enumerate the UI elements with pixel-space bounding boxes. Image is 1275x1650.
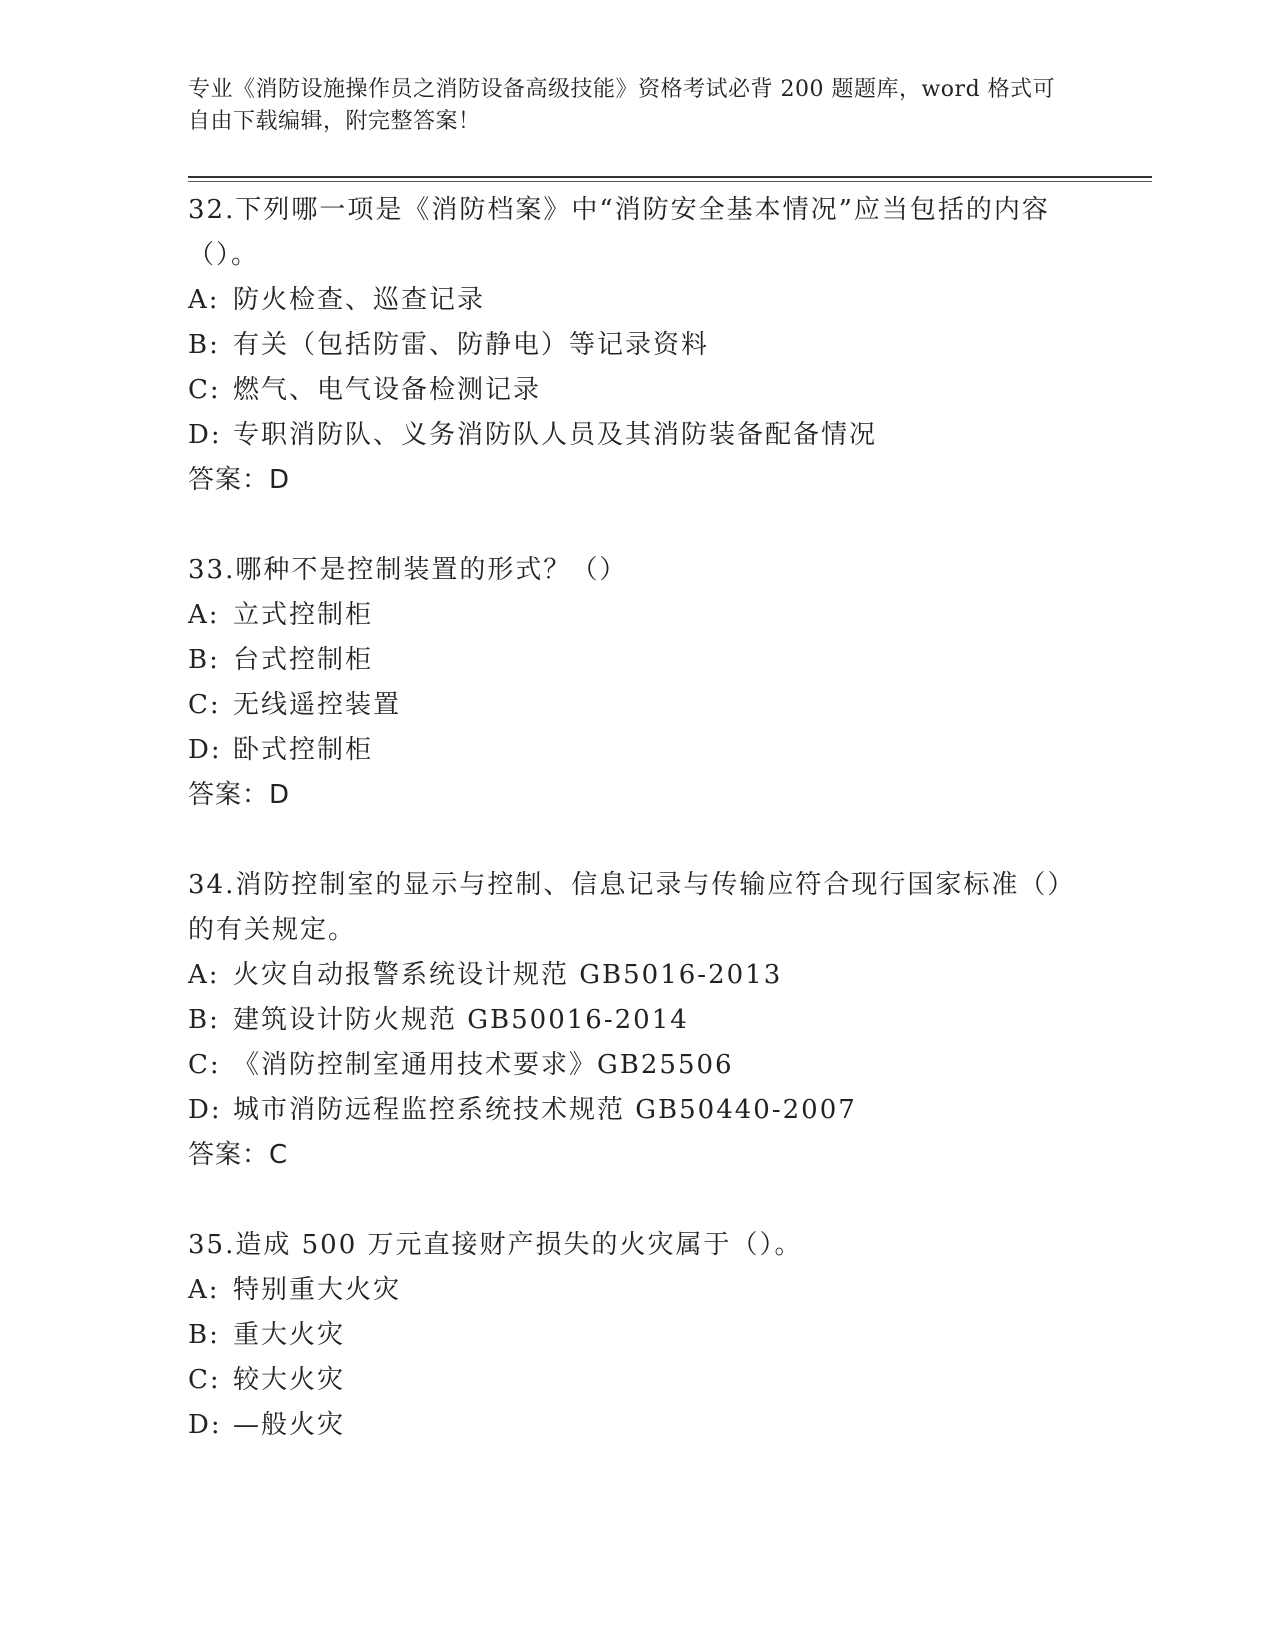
option-letter: A: bbox=[188, 1275, 220, 1305]
option-letter: C: bbox=[188, 690, 221, 720]
option-text: 台式控制柜 bbox=[233, 645, 374, 675]
option-c bbox=[188, 1043, 1088, 1088]
option-text: 无线遥控装置 bbox=[233, 690, 402, 720]
option-d bbox=[188, 1403, 1088, 1448]
answer-value: C bbox=[269, 1140, 289, 1170]
question-stem: 32.下列哪一项是《消防档案》中“消防安全基本情况”应当包括的内容（）。 bbox=[188, 195, 1050, 270]
answer-label: 答案： bbox=[188, 465, 270, 495]
option-text: 燃气、电气设备检测记录 bbox=[233, 375, 542, 405]
header-divider-thick bbox=[188, 176, 1152, 178]
answer-line bbox=[188, 773, 1088, 818]
option-d bbox=[188, 728, 1088, 773]
option-d bbox=[188, 413, 1088, 458]
option-letter: D: bbox=[188, 1410, 222, 1440]
answer-label: 答案： bbox=[188, 1140, 270, 1170]
option-letter: A: bbox=[188, 600, 220, 630]
option-b bbox=[188, 1313, 1088, 1358]
option-text: —般火灾 bbox=[233, 1410, 346, 1440]
option-letter: A: bbox=[188, 285, 220, 315]
answer-line bbox=[188, 458, 1088, 503]
option-text: 较大火灾 bbox=[233, 1365, 346, 1395]
question-stem: 34.消防控制室的显示与控制、信息记录与传输应符合现行国家标准（）的有关规定。 bbox=[188, 870, 1076, 945]
option-letter: B: bbox=[188, 1005, 220, 1035]
option-a bbox=[188, 1268, 1088, 1313]
option-text: 特别重大火灾 bbox=[233, 1275, 402, 1305]
option-letter: C: bbox=[188, 375, 221, 405]
option-b bbox=[188, 638, 1088, 683]
option-c bbox=[188, 683, 1088, 728]
option-text: 专职消防队、义务消防队人员及其消防装备配备情况 bbox=[233, 420, 878, 450]
option-letter: A: bbox=[188, 960, 220, 990]
header-divider-thin bbox=[188, 181, 1152, 182]
option-text: 城市消防远程监控系统技术规范 GB50440-2007 bbox=[233, 1095, 857, 1125]
answer-line bbox=[188, 1133, 1088, 1178]
question-stem: 33.哪种不是控制装置的形式？（） bbox=[188, 555, 628, 585]
option-text: 火灾自动报警系统设计规范 GB5016-2013 bbox=[233, 960, 783, 990]
option-letter: C: bbox=[188, 1050, 221, 1080]
answer-label: 答案： bbox=[188, 780, 270, 810]
option-text: 防火检查、巡查记录 bbox=[233, 285, 486, 315]
option-letter: D: bbox=[188, 1095, 222, 1125]
question-stem: 35.造成 500 万元直接财产损失的火灾属于（）。 bbox=[188, 1230, 803, 1260]
answer-value: D bbox=[269, 780, 291, 810]
option-letter: D: bbox=[188, 735, 222, 765]
option-d bbox=[188, 1088, 1088, 1133]
question-list bbox=[188, 188, 1088, 1493]
option-text: 建筑设计防火规范 GB50016-2014 bbox=[233, 1005, 689, 1035]
option-text: 《消防控制室通用技术要求》GB25506 bbox=[233, 1050, 734, 1080]
option-b bbox=[188, 998, 1088, 1043]
option-letter: D: bbox=[188, 420, 222, 450]
question-32 bbox=[188, 188, 1088, 503]
option-b bbox=[188, 323, 1088, 368]
option-text: 卧式控制柜 bbox=[233, 735, 374, 765]
answer-value: D bbox=[269, 465, 291, 495]
option-a bbox=[188, 278, 1088, 323]
option-c bbox=[188, 368, 1088, 413]
option-text: 重大火灾 bbox=[233, 1320, 346, 1350]
question-33 bbox=[188, 548, 1088, 818]
question-35 bbox=[188, 1223, 1088, 1448]
option-c bbox=[188, 1358, 1088, 1403]
question-34 bbox=[188, 863, 1088, 1178]
option-text: 有关（包括防雷、防静电）等记录资料 bbox=[233, 330, 710, 360]
document-header: 专业《消防设施操作员之消防设备高级技能》资格考试必背 200 题题库，word 格式可自由下载编辑，附完整答案！ bbox=[188, 77, 1056, 134]
option-text: 立式控制柜 bbox=[233, 600, 374, 630]
option-a bbox=[188, 593, 1088, 638]
option-letter: B: bbox=[188, 1320, 220, 1350]
option-letter: C: bbox=[188, 1365, 221, 1395]
option-letter: B: bbox=[188, 330, 220, 360]
option-letter: B: bbox=[188, 645, 220, 675]
option-a bbox=[188, 953, 1088, 998]
